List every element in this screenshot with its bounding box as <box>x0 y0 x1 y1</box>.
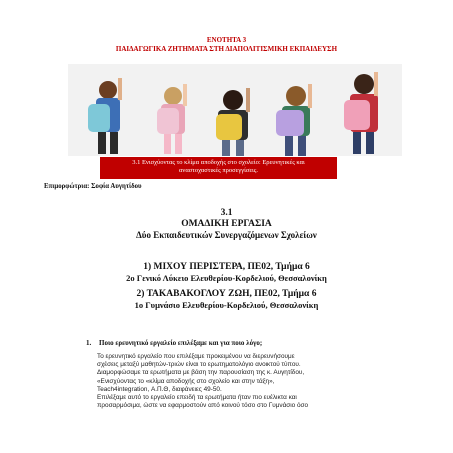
section-caption-box <box>100 157 337 179</box>
body-line: Επιλέξαμε αυτό το εργαλείο επειδή τα ερωτήματα ήταν πιο ευέλικτα και <box>97 394 297 402</box>
participant-2-name: 2) ΤΑΚΑΒΑΚΟΓΛΟΥ ΖΩΗ, ΠΕ02, Τμήμα 6 <box>136 289 317 299</box>
children-backpacks-photo <box>68 64 402 156</box>
unit-heading: ΕΝΟΤΗΤΑ 3 <box>206 36 247 44</box>
body-line: Teach4integration, Α.Π.Θ, διαφάνειες 49-50. <box>97 385 222 393</box>
caption-line-2: αναστοχαστικές προσεγγίσεις. <box>178 167 258 174</box>
trainer-name: Επιμορφώτρια: Σοφία Αυγητίδου <box>44 183 142 190</box>
unit-subtitle: ΠΑΙΔΑΓΩΓΙΚΑ ΖΗΤΗΜΑΤΑ ΣΤΗ ΔΙΑΠΟΛΙΤΙΣΜΙΚΗ ΕΚΠΑΙΔΕΥΣΗ <box>115 45 338 53</box>
document-title: ΟΜΑΔΙΚΗ ΕΡΓΑΣΙΑ <box>181 219 272 229</box>
body-line: «Ενισχύοντας το «κλίμα αποδοχής στο σχολείο και στην τάξη», <box>97 377 275 385</box>
answer-paragraph <box>97 353 384 410</box>
participant-2-school: 1ο Γυμνάσιο Ελευθερίου-Κορδελιού, Θεσσαλονίκη <box>134 300 319 310</box>
body-line: Διαμορφώσαμε τα ερωτήματα με βάση την παρουσίαση της κ. Αυγητίδου, <box>97 369 305 377</box>
children-illustration <box>68 64 402 156</box>
body-line: προσαρμόσιμα, ώστε να εφαρμοστούν από κοινού τόσο στο Γυμνάσιο όσο <box>97 402 309 410</box>
body-line: Το ερευνητικό εργαλείο που επιλέξαμε προκειμένου να διερευνήσουμε <box>97 353 295 360</box>
question-text: Ποιο ερευνητικό εργαλείο επιλέξαμε και για ποιο λόγο; <box>99 339 263 347</box>
participant-1-name: 1) ΜΙΧΟΥ ΠΕΡΙΣΤΕΡΑ, ΠΕ02, Τμήμα 6 <box>143 262 310 272</box>
document-subtitle: Δύο Εκπαιδευτικών Συνεργαζόμενων Σχολείων <box>136 230 317 240</box>
section-number: 3.1 <box>220 208 233 218</box>
caption-line-1: 3.1 Ενισχύοντας το κλίμα αποδοχής στο σχολείο: Ερευνητικές και <box>132 159 305 166</box>
participant-1-school: 2ο Γενικό Λύκειο Ελευθερίου-Κορδελιού, Θεσσαλονίκη <box>126 273 327 283</box>
body-line: σχέσεις μεταξύ μαθητών-τριών είναι το ερωτηματολόγιο ανοικτού τύπου. <box>97 361 301 369</box>
question-number: 1. <box>86 339 92 347</box>
